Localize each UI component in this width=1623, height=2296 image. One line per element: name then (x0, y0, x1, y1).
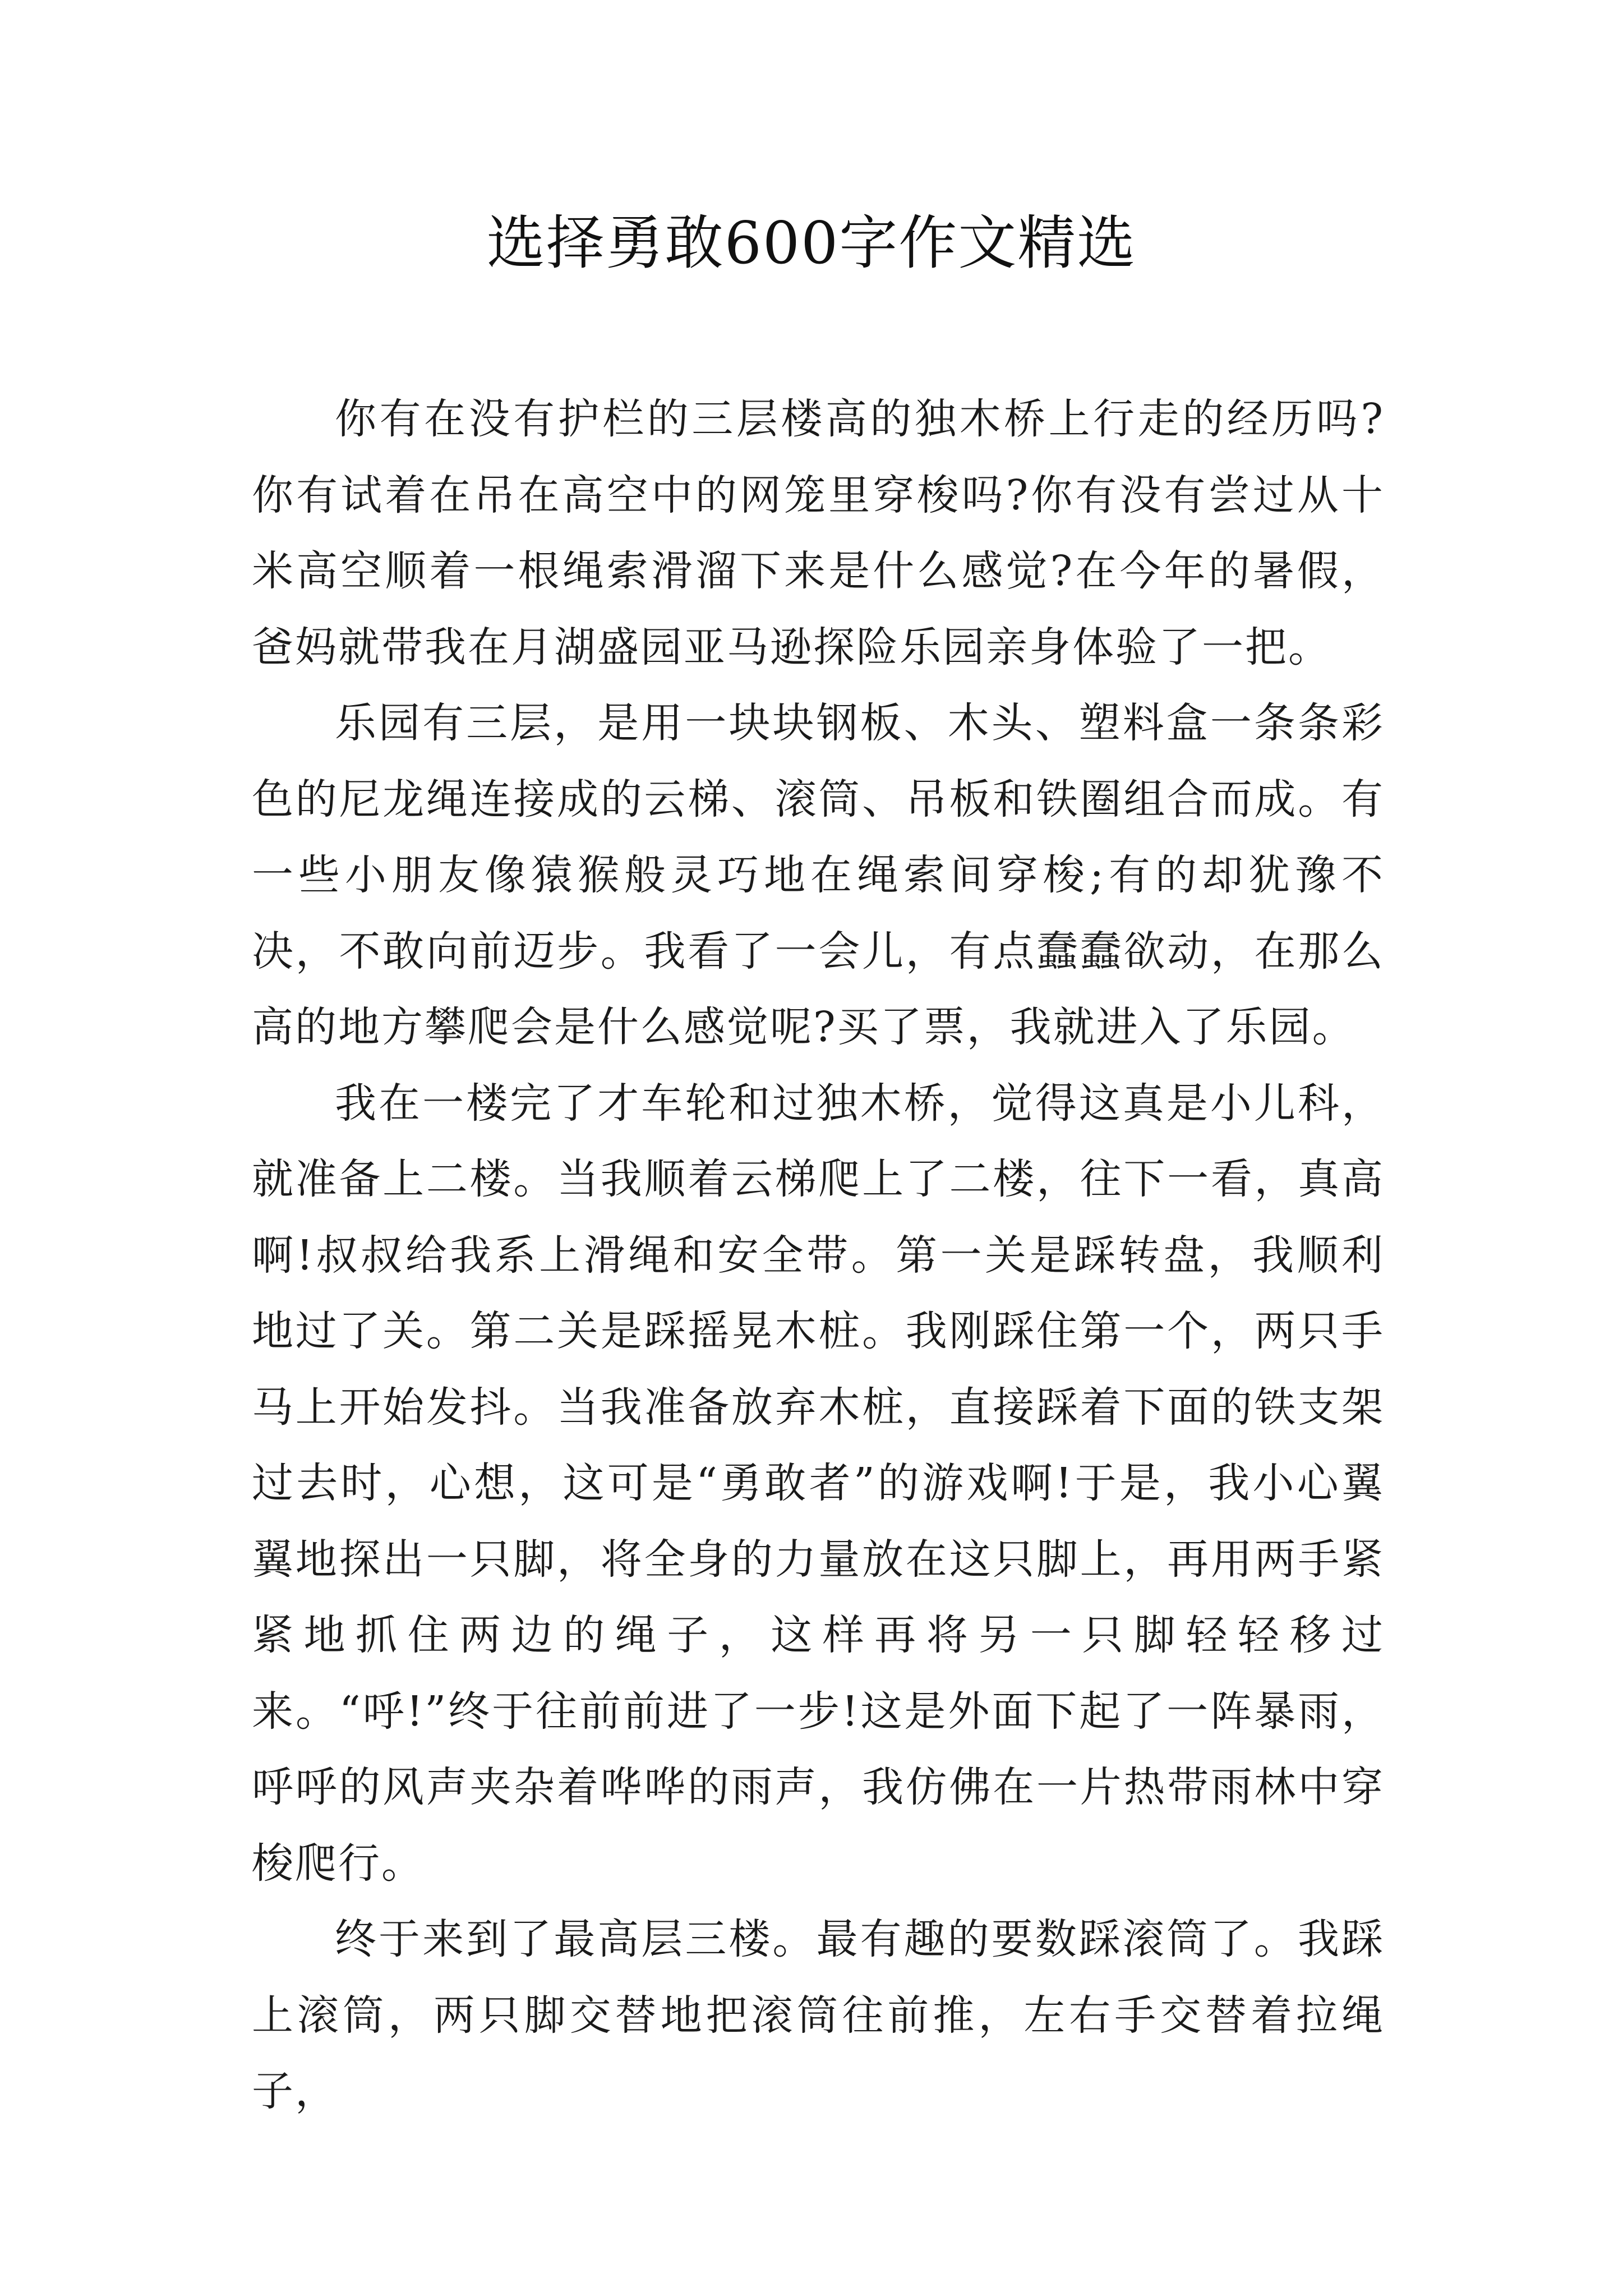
document-body (252, 381, 1385, 2130)
paragraph-3: 我在一楼完了才车轮和过独木桥，觉得这真是小儿科，就准备上二楼。当我顺着云梯爬上了二楼，往下一看，真高啊!叔叔给我系上滑绳和安全带。第一关是踩转盘，我顺利地过了关。第二关是踩摇晃木桩。我刚踩住第一个，两只手马上开始发抖。当我准备放弃木桩，直接踩着下面的铁支架过去时，心想，这可是“勇敢者”的游戏啊!于是，我小心翼翼地探出一只脚，将全身的力量放在这只脚上，再用两手紧紧地抓住两边的绳子，这样再将另一只脚轻轻移过来。“呼!”终于往前前进了一步!这是外面下起了一阵暴雨，呼呼的风声夹杂着哗哗的雨声，我仿佛在一片热带雨林中穿梭爬行。 (252, 1079, 1385, 1888)
paragraph-1: 你有在没有护栏的三层楼高的独木桥上行走的经历吗?你有试着在吊在高空中的网笼里穿梭吗?你有没有尝过从十米高空顺着一根绳索滑溜下来是什么感觉?在今年的暑假，爸妈就带我在月湖盛园亚马逊探险乐园亲身体验了一把。 (252, 395, 1385, 671)
paragraph-2: 乐园有三层，是用一块块钢板、木头、塑料盒一条条彩色的尼龙绳连接成的云梯、滚筒、吊板和铁圈组合而成。有一些小朋友像猿猴般灵巧地在绳索间穿梭;有的却犹豫不决，不敢向前迈步。我看了一会儿，有点蠢蠢欲动，在那么高的地方攀爬会是什么感觉呢?买了票，我就进入了乐园。 (252, 699, 1385, 1051)
paragraph-4: 终于来到了最高层三楼。最有趣的要数踩滚筒了。我踩上滚筒，两只脚交替地把滚筒往前推，左右手交替着拉绳子， (252, 1915, 1385, 2115)
document-title: 选择勇敢600字作文精选 (486, 209, 1137, 277)
